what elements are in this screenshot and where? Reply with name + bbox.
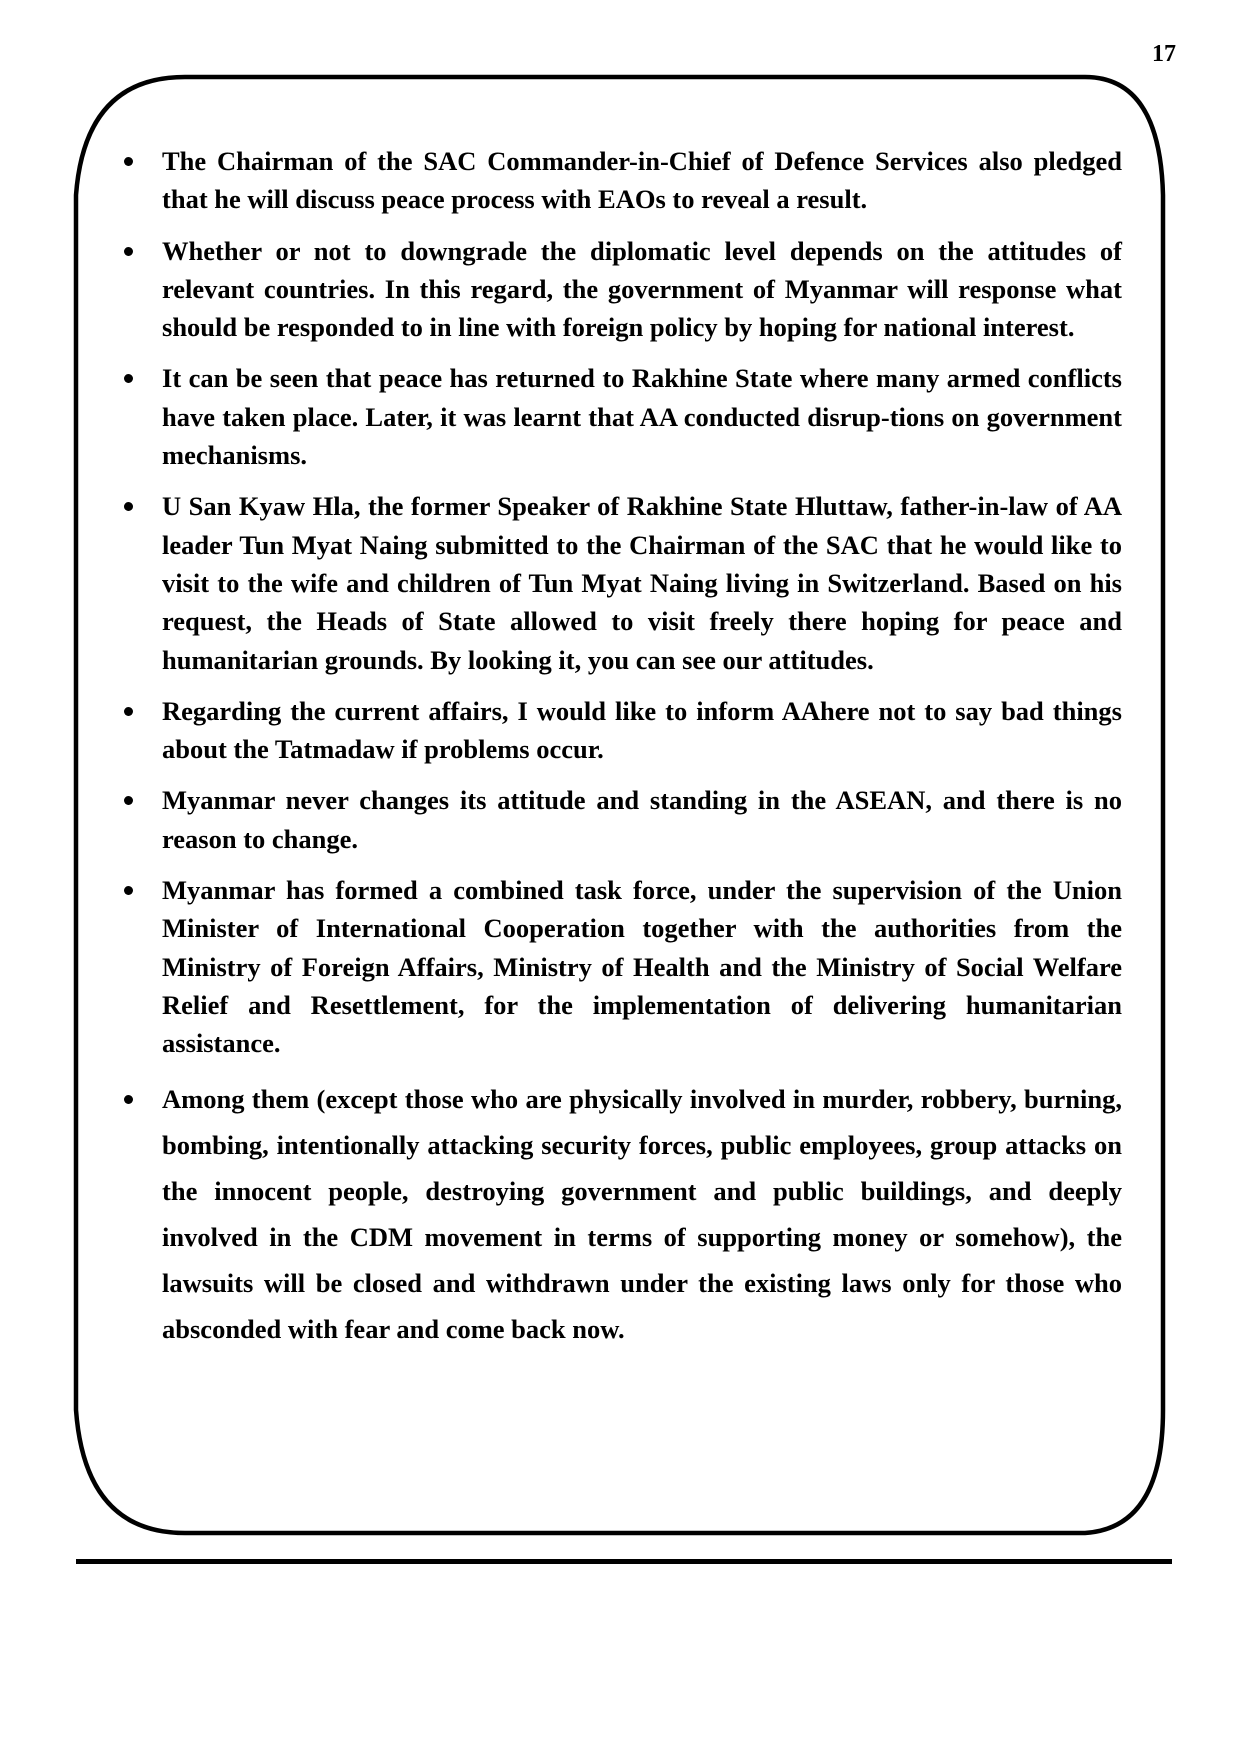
- bullet-text: Among them (except those who are physically involved in murder, robbery, burning, bombing, intentionally attacking security forces, public employees, group attacks on the innocent people, destroying government and public buildings, and deeply involved in the CDM movement in terms of supporting money or somehow), the lawsuits will be closed and withdrawn under the existing laws only for those who absconded with fear and come back now.: [162, 1083, 1122, 1344]
- bullet-text: U San Kyaw Hla, the former Speaker of Rakhine State Hluttaw, father-in-law of AA leader Tun Myat Naing submitted to the Chairman of the SAC that he would like to visit to the wife and children of Tun Myat Naing living in Switzerland. Based on his request, the Heads of State allowed to visit freely there hoping for peace and humanitarian grounds. By looking it, you can see our attitudes.: [162, 491, 1122, 675]
- bullet-icon: [124, 502, 133, 511]
- bullet-icon: [124, 796, 133, 805]
- list-item: [116, 781, 1122, 858]
- bullet-icon: [124, 886, 133, 895]
- bullet-text: Regarding the current affairs, I would like to inform AAhere not to say bad things about the Tatmadaw if problems occur.: [162, 695, 1122, 765]
- list-item: [116, 692, 1122, 769]
- list-item: [116, 871, 1122, 1062]
- bullet-text: Myanmar has formed a combined task force, under the supervision of the Union Minister of International Cooperation together with the authorities from the Ministry of Foreign Affairs, Ministry of Health and the Ministry of Social Welfare Relief and Resettlement, for the implementation of delivering humanitarian assistance.: [162, 875, 1122, 1059]
- list-item: [116, 487, 1122, 678]
- bullet-icon: [124, 707, 133, 716]
- bullet-list: [116, 142, 1122, 1365]
- page-number: 17: [1152, 41, 1176, 67]
- list-item: [116, 1076, 1122, 1352]
- bullet-icon: [124, 157, 133, 166]
- bullet-icon: [124, 247, 133, 256]
- bullet-text: The Chairman of the SAC Commander-in-Chief of Defence Services also pledged that he will discuss peace process with EAOs to reveal a result.: [162, 146, 1122, 215]
- bullet-icon: [124, 374, 133, 383]
- bullet-text: Myanmar never changes its attitude and standing in the ASEAN, and there is no reason to change.: [162, 785, 1122, 854]
- list-item: [116, 142, 1122, 219]
- list-item: [116, 232, 1122, 347]
- bottom-rule: [76, 1559, 1172, 1564]
- bullet-text: It can be seen that peace has returned to Rakhine State where many armed conflicts have taken place. Later, it was learnt that AA conducted disrup-tions on government mechanisms.: [162, 363, 1122, 471]
- list-item: [116, 359, 1122, 474]
- bullet-icon: [124, 1095, 133, 1104]
- bullet-text: Whether or not to downgrade the diplomatic level depends on the attitudes of relevant countries. In this regard, the government of Myanmar will response what should be responded to in line with foreign policy by hoping for national interest.: [162, 235, 1122, 343]
